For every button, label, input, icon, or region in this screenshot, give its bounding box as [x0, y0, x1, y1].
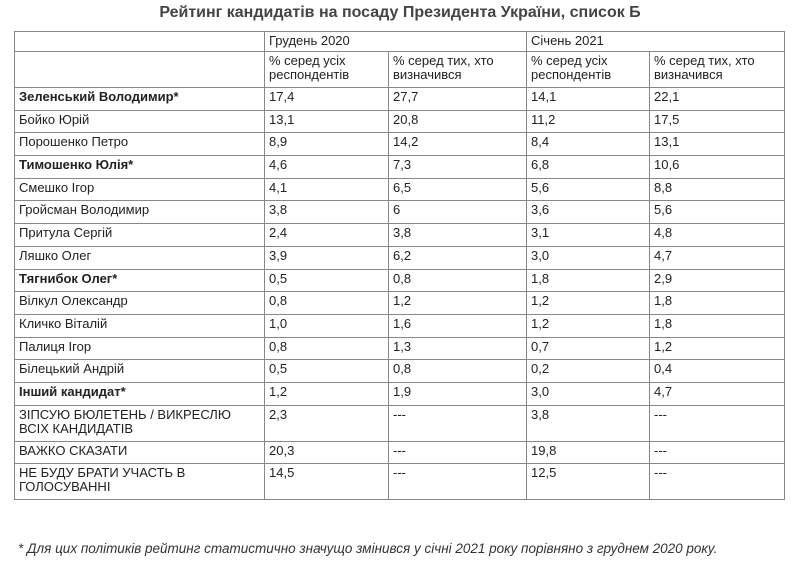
value-cell: 3,1 — [527, 224, 650, 247]
header-blank-cell — [15, 32, 265, 52]
value-cell: 4,8 — [650, 224, 785, 247]
value-cell: 0,4 — [650, 360, 785, 383]
value-cell: 2,9 — [650, 269, 785, 292]
table-row — [15, 464, 785, 500]
value-cell: 6,8 — [527, 156, 650, 179]
table-row — [15, 201, 785, 224]
footnote: * Для цих політиків рейтинг статистично значущо змінився у січні 2021 року порівняно з груднем 2020 року. — [18, 541, 718, 556]
subheader-row — [15, 52, 785, 88]
value-cell: 19,8 — [527, 441, 650, 464]
value-cell: 1,2 — [265, 382, 389, 405]
value-cell: 0,8 — [389, 360, 527, 383]
subheader-cell: % серед тих, хто визначився — [389, 52, 527, 88]
candidate-name-cell: Ляшко Олег — [15, 246, 265, 269]
table-row — [15, 178, 785, 201]
value-cell: 3,8 — [265, 201, 389, 224]
value-cell: 0,5 — [265, 360, 389, 383]
value-cell: 17,5 — [650, 110, 785, 133]
subheader-cell: % серед усіх респондентів — [527, 52, 650, 88]
period-header-row — [15, 32, 785, 52]
value-cell: 14,1 — [527, 88, 650, 111]
value-cell: 4,1 — [265, 178, 389, 201]
rating-table — [14, 31, 785, 500]
value-cell: --- — [650, 441, 785, 464]
value-cell: 4,7 — [650, 382, 785, 405]
candidate-name-cell: Притула Сергій — [15, 224, 265, 247]
value-cell: 6 — [389, 201, 527, 224]
table-row — [15, 382, 785, 405]
value-cell: 3,9 — [265, 246, 389, 269]
value-cell: 20,8 — [389, 110, 527, 133]
candidate-name-cell: Вілкул Олександр — [15, 292, 265, 315]
value-cell: 0,7 — [527, 337, 650, 360]
value-cell: 3,0 — [527, 382, 650, 405]
value-cell: 10,6 — [650, 156, 785, 179]
value-cell: 0,8 — [265, 292, 389, 315]
value-cell: 7,3 — [389, 156, 527, 179]
value-cell: 27,7 — [389, 88, 527, 111]
value-cell: 1,2 — [650, 337, 785, 360]
table-row — [15, 337, 785, 360]
table-row — [15, 269, 785, 292]
value-cell: 5,6 — [527, 178, 650, 201]
value-cell: 1,2 — [389, 292, 527, 315]
period-header-jan-2021: Січень 2021 — [527, 32, 785, 52]
value-cell: 1,8 — [650, 314, 785, 337]
value-cell: 2,4 — [265, 224, 389, 247]
table-row — [15, 88, 785, 111]
candidate-name-cell: Зеленський Володимир* — [15, 88, 265, 111]
value-cell: 1,8 — [527, 269, 650, 292]
value-cell: 5,6 — [650, 201, 785, 224]
value-cell: 3,6 — [527, 201, 650, 224]
table-row — [15, 314, 785, 337]
value-cell: 14,5 — [265, 464, 389, 500]
value-cell: 0,5 — [265, 269, 389, 292]
value-cell: 0,8 — [265, 337, 389, 360]
value-cell: --- — [389, 441, 527, 464]
candidate-name-cell: Порошенко Петро — [15, 133, 265, 156]
candidate-name-cell: Смешко Ігор — [15, 178, 265, 201]
value-cell: 4,6 — [265, 156, 389, 179]
candidate-name-cell: НЕ БУДУ БРАТИ УЧАСТЬ В ГОЛОСУВАННІ — [15, 464, 265, 500]
value-cell: 1,8 — [650, 292, 785, 315]
candidate-name-cell: Бойко Юрій — [15, 110, 265, 133]
value-cell: 8,4 — [527, 133, 650, 156]
candidate-name-cell: Інший кандидат* — [15, 382, 265, 405]
value-cell: 0,2 — [527, 360, 650, 383]
candidate-name-cell: Білецький Андрій — [15, 360, 265, 383]
value-cell: 8,9 — [265, 133, 389, 156]
table-row — [15, 110, 785, 133]
candidate-name-cell: Кличко Віталій — [15, 314, 265, 337]
value-cell: --- — [389, 405, 527, 441]
table-row — [15, 246, 785, 269]
page-title: Рейтинг кандидатів на посаду Президента України, список Б — [159, 4, 641, 21]
value-cell: 3,8 — [527, 405, 650, 441]
value-cell: 1,0 — [265, 314, 389, 337]
table-row — [15, 224, 785, 247]
value-cell: 4,7 — [650, 246, 785, 269]
value-cell: --- — [650, 405, 785, 441]
value-cell: --- — [650, 464, 785, 500]
table-row — [15, 133, 785, 156]
period-header-dec-2020: Грудень 2020 — [265, 32, 527, 52]
value-cell: 3,8 — [389, 224, 527, 247]
subheader-blank-cell — [15, 52, 265, 88]
subheader-cell: % серед усіх респондентів — [265, 52, 389, 88]
value-cell: 14,2 — [389, 133, 527, 156]
candidate-name-cell: Гройсман Володимир — [15, 201, 265, 224]
value-cell: 1,3 — [389, 337, 527, 360]
value-cell: 22,1 — [650, 88, 785, 111]
value-cell: 20,3 — [265, 441, 389, 464]
value-cell: 1,2 — [527, 314, 650, 337]
candidate-name-cell: Палиця Ігор — [15, 337, 265, 360]
table-row — [15, 405, 785, 441]
table-row — [15, 360, 785, 383]
table-row — [15, 441, 785, 464]
value-cell: 2,3 — [265, 405, 389, 441]
value-cell: 6,5 — [389, 178, 527, 201]
subheader-cell: % серед тих, хто визначився — [650, 52, 785, 88]
value-cell: 1,6 — [389, 314, 527, 337]
value-cell: 1,9 — [389, 382, 527, 405]
value-cell: 3,0 — [527, 246, 650, 269]
value-cell: 0,8 — [389, 269, 527, 292]
value-cell: 13,1 — [265, 110, 389, 133]
candidate-name-cell: ЗІПСУЮ БЮЛЕТЕНЬ / ВИКРЕСЛЮ ВСІХ КАНДИДАТІВ — [15, 405, 265, 441]
value-cell: --- — [389, 464, 527, 500]
table-row — [15, 156, 785, 179]
candidate-name-cell: ВАЖКО СКАЗАТИ — [15, 441, 265, 464]
value-cell: 13,1 — [650, 133, 785, 156]
table-row — [15, 292, 785, 315]
value-cell: 6,2 — [389, 246, 527, 269]
value-cell: 8,8 — [650, 178, 785, 201]
value-cell: 11,2 — [527, 110, 650, 133]
candidate-name-cell: Тимошенко Юлія* — [15, 156, 265, 179]
value-cell: 17,4 — [265, 88, 389, 111]
value-cell: 1,2 — [527, 292, 650, 315]
candidate-name-cell: Тягнибок Олег* — [15, 269, 265, 292]
value-cell: 12,5 — [527, 464, 650, 500]
